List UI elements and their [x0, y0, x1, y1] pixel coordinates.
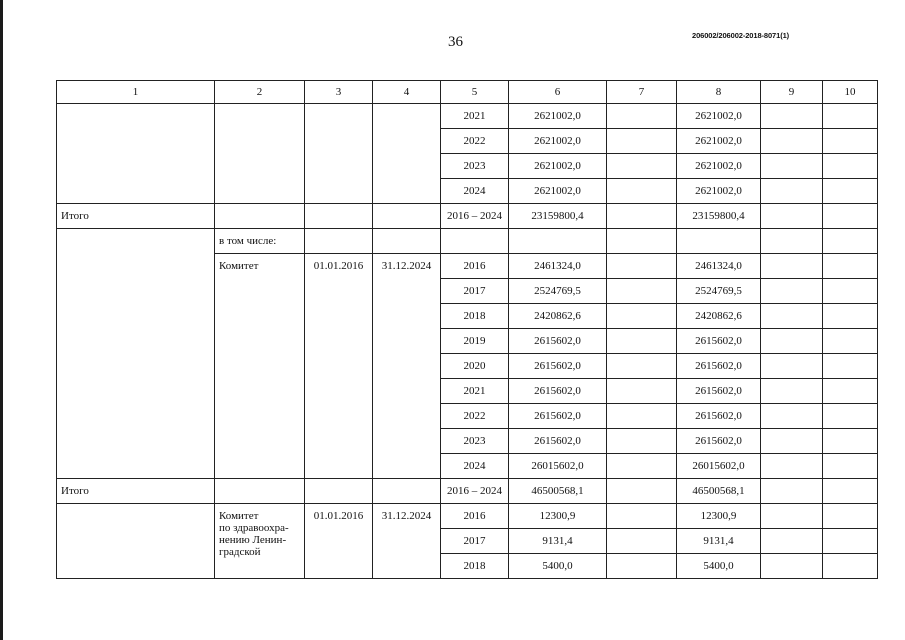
cell-empty [607, 279, 677, 304]
cell-empty [607, 254, 677, 279]
year-cell: 2016 [441, 504, 509, 529]
cell-empty [607, 454, 677, 479]
cell-empty [607, 329, 677, 354]
total-row [57, 204, 878, 229]
cell-empty [823, 404, 878, 429]
amount-cell: 12300,9 [677, 504, 761, 529]
budget-table [56, 80, 878, 579]
cell-empty [607, 479, 677, 504]
cell-empty [441, 229, 509, 254]
column-header: 8 [677, 81, 761, 104]
document-id: 206002/206002-2018-8071(1) [692, 31, 790, 40]
cell-empty [761, 379, 823, 404]
amount-cell: 9131,4 [509, 529, 607, 554]
cell-empty [823, 204, 878, 229]
cell-empty [761, 154, 823, 179]
amount-cell: 2524769,5 [677, 279, 761, 304]
cell-empty [823, 154, 878, 179]
executor-cell [215, 504, 305, 579]
column-header: 7 [607, 81, 677, 104]
start-date-cell: 01.01.2016 [305, 504, 373, 579]
cell-empty [305, 229, 373, 254]
amount-cell: 2615602,0 [677, 404, 761, 429]
period-cell: 2016 – 2024 [441, 479, 509, 504]
cell-empty [823, 529, 878, 554]
year-cell: 2022 [441, 404, 509, 429]
amount-cell: 2621002,0 [509, 179, 607, 204]
cell-empty [215, 204, 305, 229]
amount-cell: 9131,4 [677, 529, 761, 554]
total-label: Итого [57, 479, 215, 504]
executor-line: нению Ленин- [219, 534, 287, 546]
amount-cell: 46500568,1 [509, 479, 607, 504]
including-row [57, 229, 878, 254]
column-header: 6 [509, 81, 607, 104]
page-number: 36 [448, 34, 463, 50]
period-cell: 2016 – 2024 [441, 204, 509, 229]
amount-cell: 2621002,0 [677, 154, 761, 179]
cell-empty [607, 404, 677, 429]
cell-empty [761, 404, 823, 429]
cell-empty [57, 229, 215, 479]
column-header: 1 [57, 81, 215, 104]
end-date-cell: 31.12.2024 [373, 504, 441, 579]
amount-cell: 46500568,1 [677, 479, 761, 504]
cell-empty [607, 229, 677, 254]
cell-empty [761, 104, 823, 129]
amount-cell: 2621002,0 [677, 104, 761, 129]
cell-empty [761, 504, 823, 529]
amount-cell: 2420862,6 [509, 304, 607, 329]
cell-empty [607, 304, 677, 329]
amount-cell: 2615602,0 [509, 429, 607, 454]
cell-empty [607, 429, 677, 454]
amount-cell: 12300,9 [509, 504, 607, 529]
column-header: 2 [215, 81, 305, 104]
total-row [57, 479, 878, 504]
cell-empty [761, 279, 823, 304]
cell-empty [761, 454, 823, 479]
cell-empty [305, 204, 373, 229]
column-header: 5 [441, 81, 509, 104]
amount-cell: 5400,0 [509, 554, 607, 579]
cell-empty [761, 429, 823, 454]
amount-cell: 2615602,0 [509, 354, 607, 379]
amount-cell: 2621002,0 [509, 129, 607, 154]
table-row [57, 504, 878, 529]
cell-empty [57, 104, 215, 204]
cell-empty [823, 354, 878, 379]
year-cell: 2018 [441, 304, 509, 329]
cell-empty [823, 554, 878, 579]
cell-empty [761, 304, 823, 329]
column-header: 10 [823, 81, 878, 104]
cell-empty [761, 179, 823, 204]
cell-empty [57, 504, 215, 579]
cell-empty [607, 154, 677, 179]
cell-empty [823, 429, 878, 454]
cell-empty [761, 329, 823, 354]
cell-empty [761, 554, 823, 579]
column-header: 9 [761, 81, 823, 104]
amount-cell: 2621002,0 [677, 179, 761, 204]
cell-empty [823, 479, 878, 504]
amount-cell: 2615602,0 [677, 329, 761, 354]
cell-empty [761, 529, 823, 554]
cell-empty [215, 104, 305, 204]
cell-empty [373, 479, 441, 504]
cell-empty [761, 129, 823, 154]
cell-empty [823, 504, 878, 529]
cell-empty [607, 529, 677, 554]
column-header: 4 [373, 81, 441, 104]
cell-empty [509, 229, 607, 254]
cell-empty [373, 104, 441, 204]
total-label: Итого [57, 204, 215, 229]
scan-edge [0, 0, 3, 640]
executor-line: по здравоохра- [219, 522, 289, 534]
year-cell: 2017 [441, 529, 509, 554]
year-cell: 2024 [441, 179, 509, 204]
amount-cell: 2615602,0 [677, 354, 761, 379]
executor-line: Комитет [219, 510, 259, 522]
amount-cell: 2461324,0 [677, 254, 761, 279]
cell-empty [823, 379, 878, 404]
cell-empty [607, 104, 677, 129]
cell-empty [373, 204, 441, 229]
amount-cell: 2420862,6 [677, 304, 761, 329]
amount-cell: 26015602,0 [509, 454, 607, 479]
amount-cell: 23159800,4 [509, 204, 607, 229]
including-label: в том числе: [215, 229, 305, 254]
amount-cell: 26015602,0 [677, 454, 761, 479]
amount-cell: 2615602,0 [509, 379, 607, 404]
year-cell: 2021 [441, 379, 509, 404]
cell-empty [761, 354, 823, 379]
cell-empty [823, 454, 878, 479]
cell-empty [823, 329, 878, 354]
year-cell: 2021 [441, 104, 509, 129]
year-cell: 2016 [441, 254, 509, 279]
cell-empty [761, 254, 823, 279]
amount-cell: 2621002,0 [677, 129, 761, 154]
cell-empty [761, 479, 823, 504]
column-number-row [57, 81, 878, 104]
cell-empty [607, 504, 677, 529]
cell-empty [823, 104, 878, 129]
cell-empty [761, 229, 823, 254]
amount-cell: 2621002,0 [509, 154, 607, 179]
amount-cell: 2524769,5 [509, 279, 607, 304]
cell-empty [823, 179, 878, 204]
cell-empty [607, 204, 677, 229]
cell-empty [607, 129, 677, 154]
cell-empty [823, 129, 878, 154]
cell-empty [677, 229, 761, 254]
amount-cell: 2615602,0 [509, 329, 607, 354]
cell-empty [305, 479, 373, 504]
amount-cell: 2621002,0 [509, 104, 607, 129]
cell-empty [823, 304, 878, 329]
end-date-cell: 31.12.2024 [373, 254, 441, 479]
year-cell: 2023 [441, 154, 509, 179]
year-cell: 2017 [441, 279, 509, 304]
amount-cell: 2615602,0 [677, 429, 761, 454]
amount-cell: 2461324,0 [509, 254, 607, 279]
executor-cell: Комитет [215, 254, 305, 479]
amount-cell: 2615602,0 [677, 379, 761, 404]
cell-empty [761, 204, 823, 229]
column-header: 3 [305, 81, 373, 104]
amount-cell: 2615602,0 [509, 404, 607, 429]
amount-cell: 23159800,4 [677, 204, 761, 229]
year-cell: 2018 [441, 554, 509, 579]
cell-empty [607, 379, 677, 404]
year-cell: 2023 [441, 429, 509, 454]
amount-cell: 5400,0 [677, 554, 761, 579]
start-date-cell: 01.01.2016 [305, 254, 373, 479]
year-cell: 2020 [441, 354, 509, 379]
cell-empty [607, 554, 677, 579]
year-cell: 2019 [441, 329, 509, 354]
table-row [57, 104, 878, 129]
cell-empty [607, 354, 677, 379]
cell-empty [305, 104, 373, 204]
year-cell: 2024 [441, 454, 509, 479]
executor-line: градской [219, 546, 261, 558]
cell-empty [607, 179, 677, 204]
cell-empty [823, 229, 878, 254]
cell-empty [215, 479, 305, 504]
year-cell: 2022 [441, 129, 509, 154]
cell-empty [373, 229, 441, 254]
cell-empty [823, 254, 878, 279]
cell-empty [823, 279, 878, 304]
